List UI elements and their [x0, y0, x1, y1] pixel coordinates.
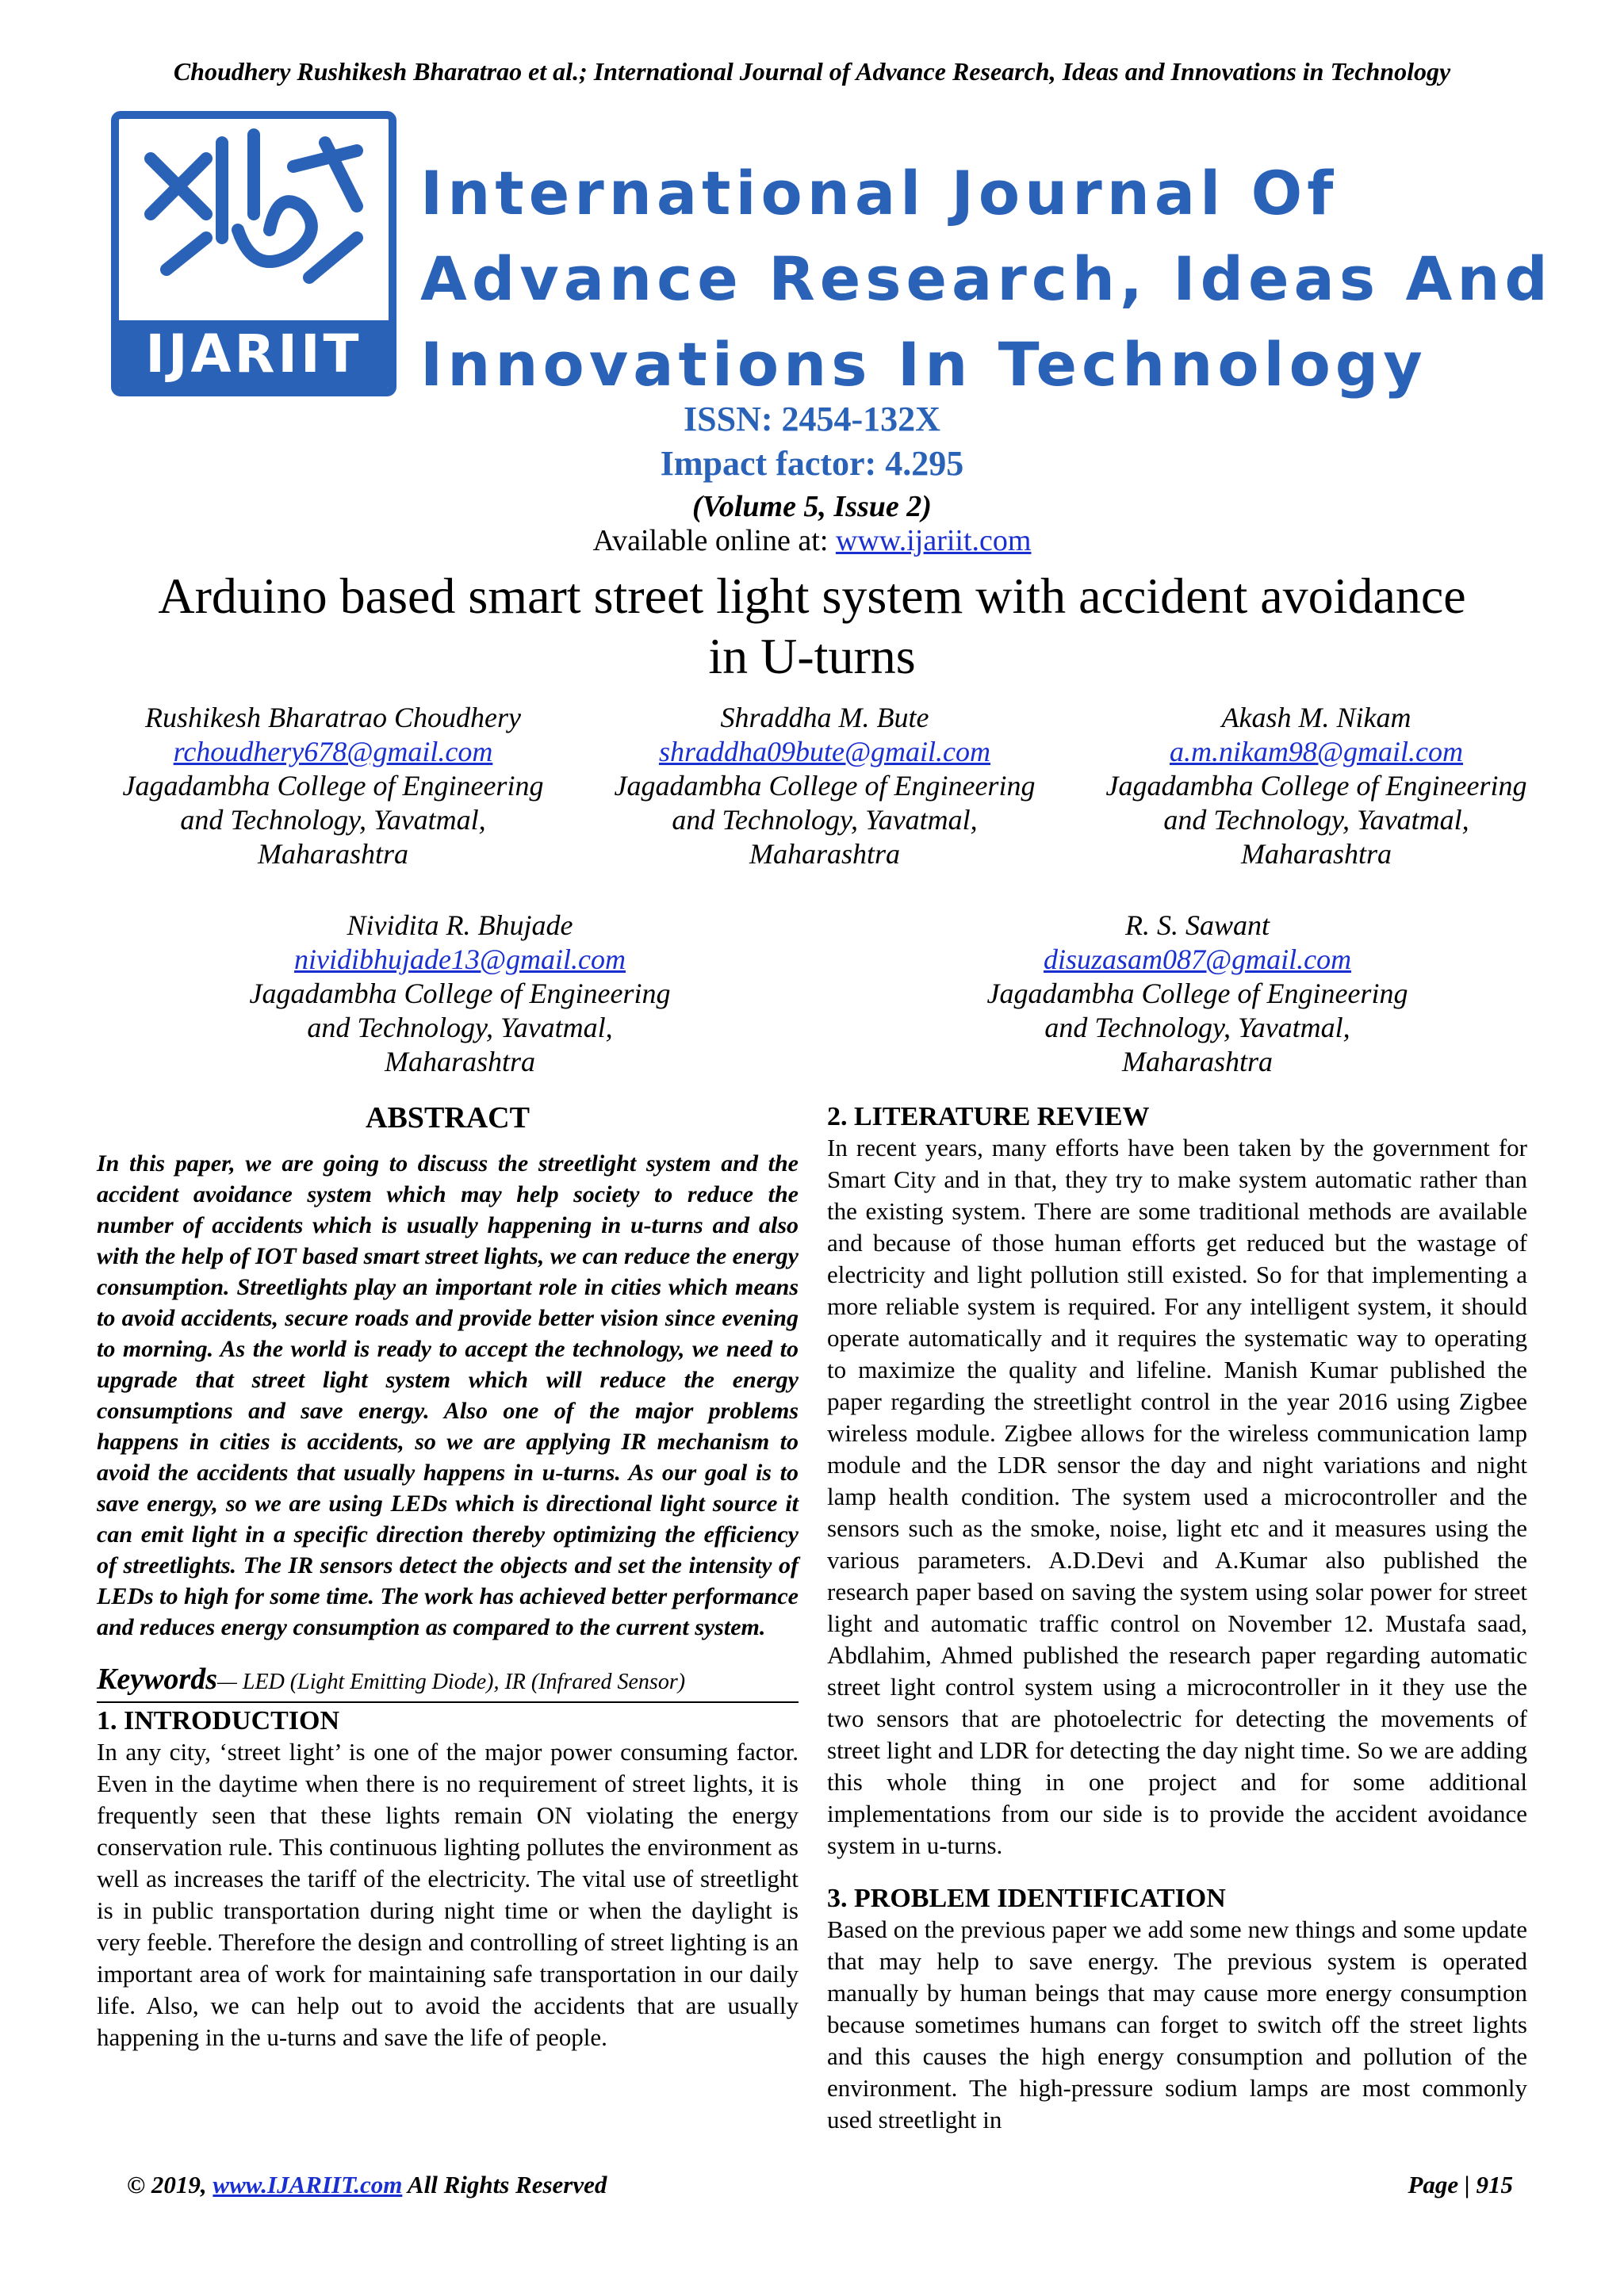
- keywords-line: [97, 1662, 799, 1703]
- author-affiliation: Maharashtra: [749, 838, 901, 870]
- left-column: [97, 1100, 799, 2053]
- journal-title-line-1: International Journal Of: [420, 158, 1339, 228]
- author-affiliation: Jagadambha College of Engineering: [986, 978, 1408, 1009]
- author-email-link[interactable]: shraddha09bute@gmail.com: [658, 736, 991, 767]
- author-name: Nividita R. Bhujade: [347, 909, 573, 941]
- author-affiliation: Maharashtra: [257, 838, 409, 870]
- keywords-text: LED (Light Emitting Diode), IR (Infrared Sensor): [242, 1670, 686, 1694]
- author-email-link[interactable]: disuzasam087@gmail.com: [1043, 943, 1352, 975]
- author-affiliation: and Technology, Yavatmal,: [1163, 804, 1469, 836]
- author-affiliation: Jagadambha College of Engineering: [249, 978, 671, 1009]
- author-affiliation: Jagadambha College of Engineering: [614, 770, 1036, 802]
- author-block: [1071, 701, 1562, 871]
- author-email-link[interactable]: nividibhujade13@gmail.com: [293, 943, 626, 975]
- rights-text: All Rights Reserved: [402, 2171, 607, 2198]
- paper-title-line-1: Arduino based smart street light system with accident avoidance: [158, 568, 1466, 624]
- problem-body: Based on the previous paper we add some new things and some update that may help to save energy. The previous system is operated manually by human beings that may cause more energy consumption because sometimes humans can forget to switch off the street lights and this causes the high energy consumption and pollution of the environment. The high-pressure sodium lamps are most commonly used streetlight in: [827, 1915, 1527, 2133]
- paper-title-line-2: in U-turns: [708, 628, 916, 684]
- problem-heading: 3. PROBLEM IDENTIFICATION: [827, 1884, 1226, 1913]
- author-affiliation: and Technology, Yavatmal,: [672, 804, 978, 836]
- available-prefix: Available online at:: [592, 524, 836, 557]
- journal-title-line-3: Innovations In Technology: [420, 329, 1427, 400]
- author-name: Akash M. Nikam: [1221, 702, 1411, 733]
- journal-title-line-2: Advance Research, Ideas And: [420, 243, 1553, 314]
- logo-label: IJARIIT: [119, 320, 389, 388]
- literature-heading: 2. LITERATURE REVIEW: [827, 1102, 1150, 1131]
- journal-logo: [111, 111, 396, 396]
- author-email-link[interactable]: a.m.nikam98@gmail.com: [1169, 736, 1464, 767]
- running-head: Choudhery Rushikesh Bharatrao et al.; International Journal of Advance Research, Ideas and Innovations in Technology: [173, 57, 1451, 86]
- literature-body: In recent years, many efforts have been taken by the government for Smart City and in that, they try to make system automatic rather than the existing system. There are some traditional methods are available and because of those human efforts get reduced but the wastage of electricity and light pollution still existed. So for that implementing a more reliable system is required. For any intelligent system, it should operate automatically and it requires the systematic way to operating to maximize the quality and lifeline. Manish Kumar published the paper regarding the streetlight control in the year 2016 using Zigbee wireless module. Zigbee allows for the wireless communication lamp module and the LDR sensor the day and night variations and night lamp health condition. The system used a microcontroller and the sensors such as the smoke, noise, light etc and it measures using the various parameters. A.D.Devi and A.Kumar also published the research paper based on saving the system using solar power for street light and automatic traffic control on November 12. Mustafa saad, Abdlahim, Ahmed published the research paper regarding automatic street light control system using a microcontroller in it they use the two sensors that are photoelectric for detecting the movements of street light and LDR for detecting the day night time. So we are adding this whole thing in one project and for some additional implementations from our side is to provide the accident avoidance system in u-turns.: [827, 1134, 1527, 1859]
- copyright-text: © 2019,: [127, 2171, 213, 2198]
- introduction-body: In any city, ‘street light’ is one of the major power consuming factor. Even in the daytime when there is no requirement of street lights, it is frequently seen that these lights remain ON violating the energy conservation rule. This continuous lighting pollutes the environment as well as increases the tariff of the electricity. The vital use of streetlight is in public transportation during night time or when the daylight is very feeble. Therefore the design and controlling of street lighting is an important area of work for maintaining safe transportation in our daily life. Also, we can help out to avoid the accidents that are usually happening in the u-turns and save the life of people.: [97, 1738, 799, 2051]
- footer-copyright: [127, 2171, 607, 2199]
- journal-title: [420, 151, 1553, 408]
- available-online: [0, 523, 1624, 558]
- author-block: [87, 701, 579, 871]
- author-affiliation: Maharashtra: [1121, 1046, 1274, 1077]
- author-email-link[interactable]: rchoudhery678@gmail.com: [173, 736, 493, 767]
- right-column: [827, 1102, 1527, 2136]
- paper-title: [0, 566, 1624, 687]
- author-affiliation: Maharashtra: [384, 1046, 536, 1077]
- keywords-label: Keywords: [97, 1663, 217, 1696]
- author-block: [579, 701, 1071, 871]
- issn: ISSN: 2454-132X: [684, 400, 940, 438]
- author-affiliation: and Technology, Yavatmal,: [307, 1012, 613, 1043]
- footer-website-link[interactable]: www.IJARIIT.com: [213, 2171, 403, 2198]
- author-affiliation: Jagadambha College of Engineering: [122, 770, 544, 802]
- author-name: Shraddha M. Bute: [720, 702, 929, 733]
- author-affiliation: and Technology, Yavatmal,: [180, 804, 486, 836]
- logo-emblem-icon: [119, 119, 389, 320]
- page-number: Page | 915: [1408, 2171, 1513, 2198]
- keywords-dash: —: [217, 1670, 243, 1694]
- author-affiliation: Jagadambha College of Engineering: [1105, 770, 1527, 802]
- author-affiliation: and Technology, Yavatmal,: [1044, 1012, 1350, 1043]
- abstract-heading: ABSTRACT: [366, 1101, 530, 1135]
- author-name: Rushikesh Bharatrao Choudhery: [145, 702, 521, 733]
- author-block: [952, 909, 1443, 1079]
- author-affiliation: Maharashtra: [1240, 838, 1392, 870]
- journal-website-link[interactable]: www.ijariit.com: [835, 524, 1032, 557]
- introduction-heading: 1. INTRODUCTION: [97, 1706, 340, 1735]
- abstract-body: In this paper, we are going to discuss the streetlight system and the accident avoidance system which may help society to reduce the number of accidents which is usually happening in u-turns and also with the help of IOT based smart street lights, we can reduce the energy consumption. Streetlights play an important role in cities which means to avoid accidents, secure roads and provide better vision since evening to morning. As the world is ready to accept the technology, we need to upgrade that street light system which will reduce the energy consumptions and save energy. Also one of the major problems happens in cities is accidents, so we are applying IR mechanism to avoid the accidents that usually happens in u-turns. As our goal is to save energy, so we are using LEDs which is directional light source it can emit light in a specific direction thereby optimizing the efficiency of streetlights. The IR sensors detect the objects and set the intensity of LEDs to high for some time. The work has achieved better performance and reduces energy consumption as compared to the current system.: [97, 1150, 799, 1640]
- author-name: R. S. Sawant: [1124, 909, 1270, 941]
- volume-issue: (Volume 5, Issue 2): [692, 490, 932, 523]
- impact-factor: Impact factor: 4.295: [660, 444, 964, 483]
- author-block: [214, 909, 706, 1079]
